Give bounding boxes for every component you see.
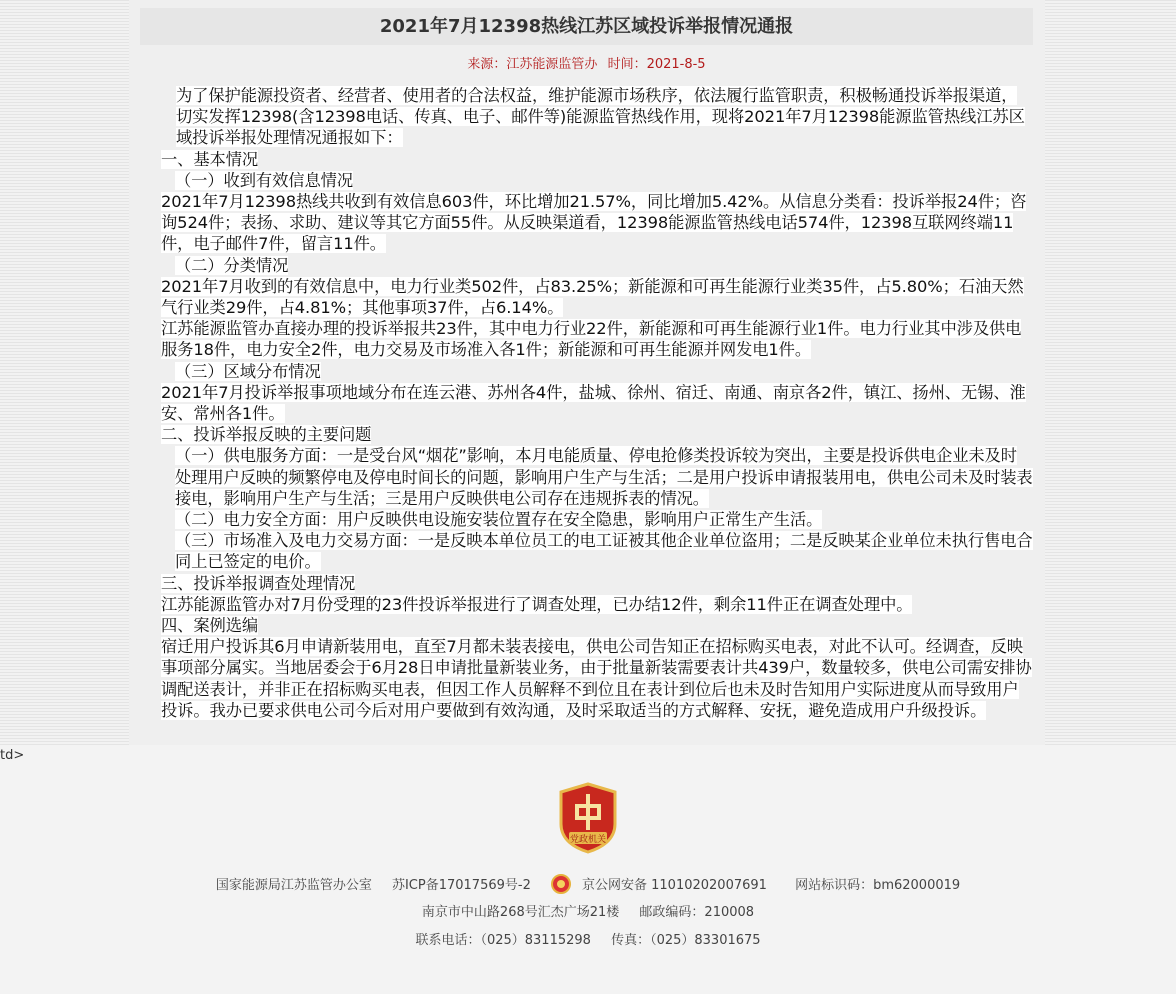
footer-postcode: 邮政编码：210008 xyxy=(639,905,755,920)
article-paragraph-text: 2021年7月收到的有效信息中，电力行业类502件，占83.25%；新能源和可再生能源行业类35件，占5.80%；石油天然气行业类29件，占4.81%；其他事项37件，占6.14%。 xyxy=(161,276,1024,318)
footer-site-id: 网站标识码：bm62000019 xyxy=(795,878,961,893)
footer-org-name: 国家能源局江苏监管办公室 xyxy=(215,878,372,893)
article-paragraph-text: （三）市场准入及电力交易方面：一是反映本单位员工的电工证被其他企业单位盗用；二是反映某企业单位未执行售电合同上已签定的电价。 xyxy=(175,531,1033,572)
footer-icp-link[interactable]: 苏ICP备17017569号-2 xyxy=(391,878,531,893)
article-paragraph xyxy=(141,255,1033,276)
article-paragraph xyxy=(141,424,1033,445)
article-paragraph-text: 三、投诉举报调查处理情况 xyxy=(161,573,356,593)
article-paragraph xyxy=(141,361,1033,382)
emblem-label: 党政机关 xyxy=(569,835,607,845)
article-paragraph xyxy=(141,573,1033,594)
article-paragraph xyxy=(141,85,1033,149)
party-government-emblem[interactable] xyxy=(557,782,619,854)
article-paragraph-text: 江苏能源监管办直接办理的投诉举报共23件，其中电力行业22件，新能源和可再生能源行业1件。电力行业其中涉及供电服务18件，电力安全2件，电力交易及市场准入各1件；新能源和可再生能源并网发电1件。 xyxy=(161,319,1022,360)
article-paragraph xyxy=(141,191,1033,255)
stray-markup-text: td> xyxy=(0,748,25,763)
article-paragraph xyxy=(141,170,1033,191)
footer-address: 南京市中山路268号汇杰广场21楼 xyxy=(421,905,620,920)
footer-line-3 xyxy=(0,931,1176,951)
article-paragraph xyxy=(141,382,1033,424)
article-paragraph-text: 一、基本情况 xyxy=(161,149,259,169)
article-title: 2021年7月12398热线江苏区域投诉举报情况通报 xyxy=(140,8,1033,45)
article-paragraph xyxy=(141,149,1033,170)
article-source: 来源：江苏能源监管办 xyxy=(467,57,598,72)
article-paragraph-text: 2021年7月投诉举报事项地域分布在连云港、苏州各4件，盐城、徐州、宿迁、南通、南京各2件，镇江、扬州、无锡、淮安、常州各1件。 xyxy=(161,382,1026,424)
article-paragraph-text: 二、投诉举报反映的主要问题 xyxy=(161,425,372,445)
footer-line-2 xyxy=(0,903,1176,923)
article-paragraph-text: （二）电力安全方面：用户反映供电设施安装位置存在安全隐患，影响用户正常生产生活。 xyxy=(175,510,823,530)
footer-line-1 xyxy=(0,873,1176,896)
article-paragraph-text: （一）供电服务方面：一是受台风“烟花”影响，本月电能质量、停电抢修类投诉较为突出，主要是投诉供电企业未及时处理用户反映的频繁停电及停电时间长的问题，影响用户生产与生活；二是用户投诉申请报装用电，供电公司未及时装表接电，影响用户生产与生活；三是用户反映供电公司存在违规拆表的情况。 xyxy=(175,446,1033,508)
footer-police-record[interactable] xyxy=(551,878,775,893)
footer-fax: 传真：（025）83301675 xyxy=(611,933,761,948)
article-meta xyxy=(140,55,1033,75)
article-body xyxy=(141,85,1033,721)
article-paragraph-text: 江苏能源监管办对7月份受理的23件投诉举报进行了调查处理，已办结12件，剩余11件正在调查处理中。 xyxy=(161,594,913,614)
footer-police-text: 京公网安备 11010202007691 xyxy=(582,878,767,893)
article-paragraph xyxy=(141,445,1033,509)
police-badge-icon xyxy=(551,873,571,895)
article-time: 时间：2021-8-5 xyxy=(607,57,706,72)
article-paragraph xyxy=(141,530,1033,572)
article-paragraph xyxy=(141,318,1033,360)
article-paragraph xyxy=(141,636,1033,721)
article-paragraph-text: 2021年7月12398热线共收到有效信息603件，环比增加21.57%，同比增加5.42%。从信息分类看：投诉举报24件；咨询524件；表扬、求助、建议等其它方面55件。从反映渠道看，12398能源监管热线电话574件，12398互联网终端11件，电子邮件7件，留言11件。 xyxy=(161,192,1027,254)
article-paragraph-text: （三）区域分布情况 xyxy=(175,361,321,381)
article-paragraph-text: 为了保护能源投资者、经营者、使用者的合法权益，维护能源市场秩序，依法履行监管职责，积极畅通投诉举报渠道，切实发挥12398(含12398电话、传真、电子、邮件等)能源监管热线作用，现将2021年7月12398能源监管热线江苏区域投诉举报处理情况通报如下： xyxy=(176,86,1025,148)
article-paragraph xyxy=(141,276,1033,318)
footer-phone: 联系电话：（025）83115298 xyxy=(415,933,591,948)
article-paragraph xyxy=(141,615,1033,636)
article-paragraph xyxy=(141,594,1033,615)
article-paragraph xyxy=(141,509,1033,530)
article-paragraph-text: （二）分类情况 xyxy=(175,255,289,275)
article-paragraph-text: 四、案例选编 xyxy=(161,616,259,636)
article-paragraph-text: 宿迁用户投诉其6月申请新装用电，直至7月都未装表接电，供电公司告知正在招标购买电表，对此不认可。经调查，反映事项部分属实。当地居委会于6月28日申请批量新装业务，由于批量新装需要表计共439户，数量较多，供电公司需安排协调配送表计，并非正在招标购买电表，但因工作人员解释不到位且在表计到位后也未及时告知用户实际进度从而导致用户投诉。我办已要求供电公司今后对用户要做到有效沟通，及时采取适当的方式解释、安抚，避免造成用户升级投诉。 xyxy=(161,637,1032,720)
article-paragraph-text: （一）收到有效信息情况 xyxy=(175,170,353,190)
